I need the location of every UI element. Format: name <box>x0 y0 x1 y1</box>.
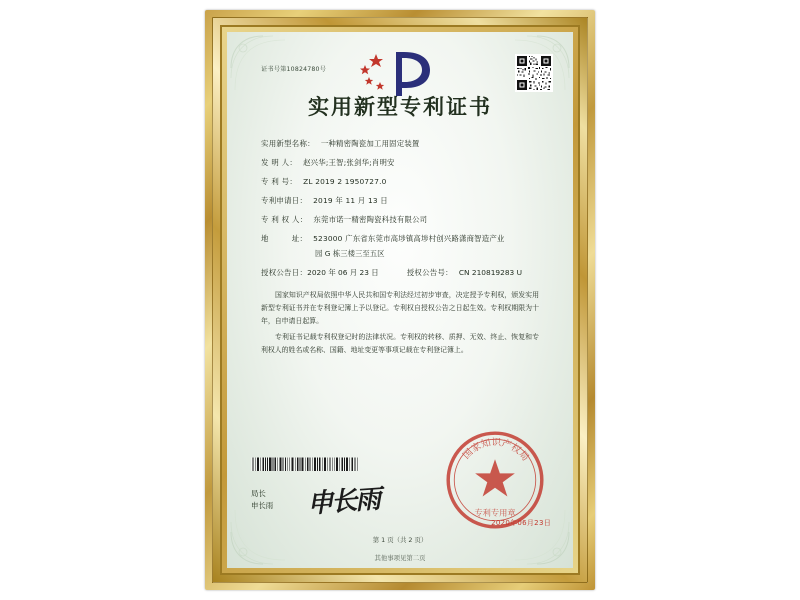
field-row <box>261 213 539 226</box>
field-value: 2019 年 11 月 13 日 <box>313 196 388 205</box>
field-row <box>261 232 539 245</box>
body-paragraph: 专利证书记载专利权登记时的法律状况。专利权的转移、质押、无效、终止、恢复和专利权人的姓名或名称、国籍、地址变更等事项记载在专利登记簿上。 <box>261 333 539 354</box>
field-label: 专利申请日： <box>261 196 308 205</box>
field-row <box>261 156 539 169</box>
handwritten-signature: 申长雨 <box>306 484 381 520</box>
certificate-paper <box>227 32 573 568</box>
grant-date-value: 2020 年 06 月 23 日 <box>307 268 379 277</box>
svg-text:国: 国 <box>461 446 476 462</box>
svg-text:权: 权 <box>508 441 523 457</box>
director-name: 申长雨 <box>251 501 274 510</box>
certificate-frame <box>205 10 595 590</box>
barcode <box>251 456 359 472</box>
grant-number-group <box>407 266 522 279</box>
grant-number-label: 授权公告号： <box>406 268 453 277</box>
svg-text:局: 局 <box>516 448 531 464</box>
field-value: ZL 2019 2 1950727.0 <box>303 177 387 186</box>
body-text <box>261 289 539 357</box>
svg-text:产: 产 <box>500 437 513 452</box>
field-value: 523000 广东省东莞市高埗镇高埗村创兴路潇商智造产业 <box>313 234 505 243</box>
svg-text:知: 知 <box>480 437 492 451</box>
field-value: 东莞市诺一精密陶瓷科技有限公司 <box>313 215 428 224</box>
field-value: 赵兴华;王智;张剑华;肖明安 <box>303 158 395 167</box>
grant-row <box>261 266 539 279</box>
director-label: 局长 <box>251 489 266 498</box>
field-row <box>261 137 539 150</box>
fields-list <box>247 137 553 279</box>
patent-emblem-icon <box>352 46 448 100</box>
field-label: 专 利 号： <box>261 177 298 186</box>
svg-text:家: 家 <box>469 440 484 455</box>
grant-date-label: 授权公告日： <box>261 268 308 277</box>
page-footer: 第 1 页（共 2 页） <box>372 536 428 544</box>
field-label: 专 利 权 人： <box>261 215 308 224</box>
field-value: 一种精密陶瓷加工用固定装置 <box>320 139 420 148</box>
grant-number-value: CN 210819283 U <box>458 268 522 277</box>
field-label: 发 明 人： <box>261 158 298 167</box>
seal-date: 2020年06月23日 <box>491 519 551 527</box>
field-row <box>261 175 539 188</box>
svg-text:专利专用章: 专利专用章 <box>474 507 516 518</box>
signature-block <box>251 488 273 512</box>
certificate-number: 证书号第10824780号 <box>261 66 327 73</box>
certificate-content <box>227 32 573 568</box>
svg-text:识: 识 <box>491 437 502 449</box>
qr-code <box>515 54 553 92</box>
body-paragraph: 国家知识产权局依照中华人民共和国专利法经过初步审查，决定授予专利权，颁发实用新型专利证书并在专利登记簿上予以登记。专利权自授权公告之日起生效。专利权期限为十年，自申请日起算。 <box>261 291 539 325</box>
address-line-2: 园 G 栋三楼三至五区 <box>315 249 385 258</box>
official-seal <box>443 428 547 532</box>
field-row <box>261 194 539 207</box>
field-label: 地 址： <box>261 234 308 243</box>
page-footer-note: 其他事项见第二页 <box>374 554 426 562</box>
field-label: 实用新型名称： <box>261 139 315 148</box>
page-title: 实用新型专利证书 <box>308 95 492 119</box>
